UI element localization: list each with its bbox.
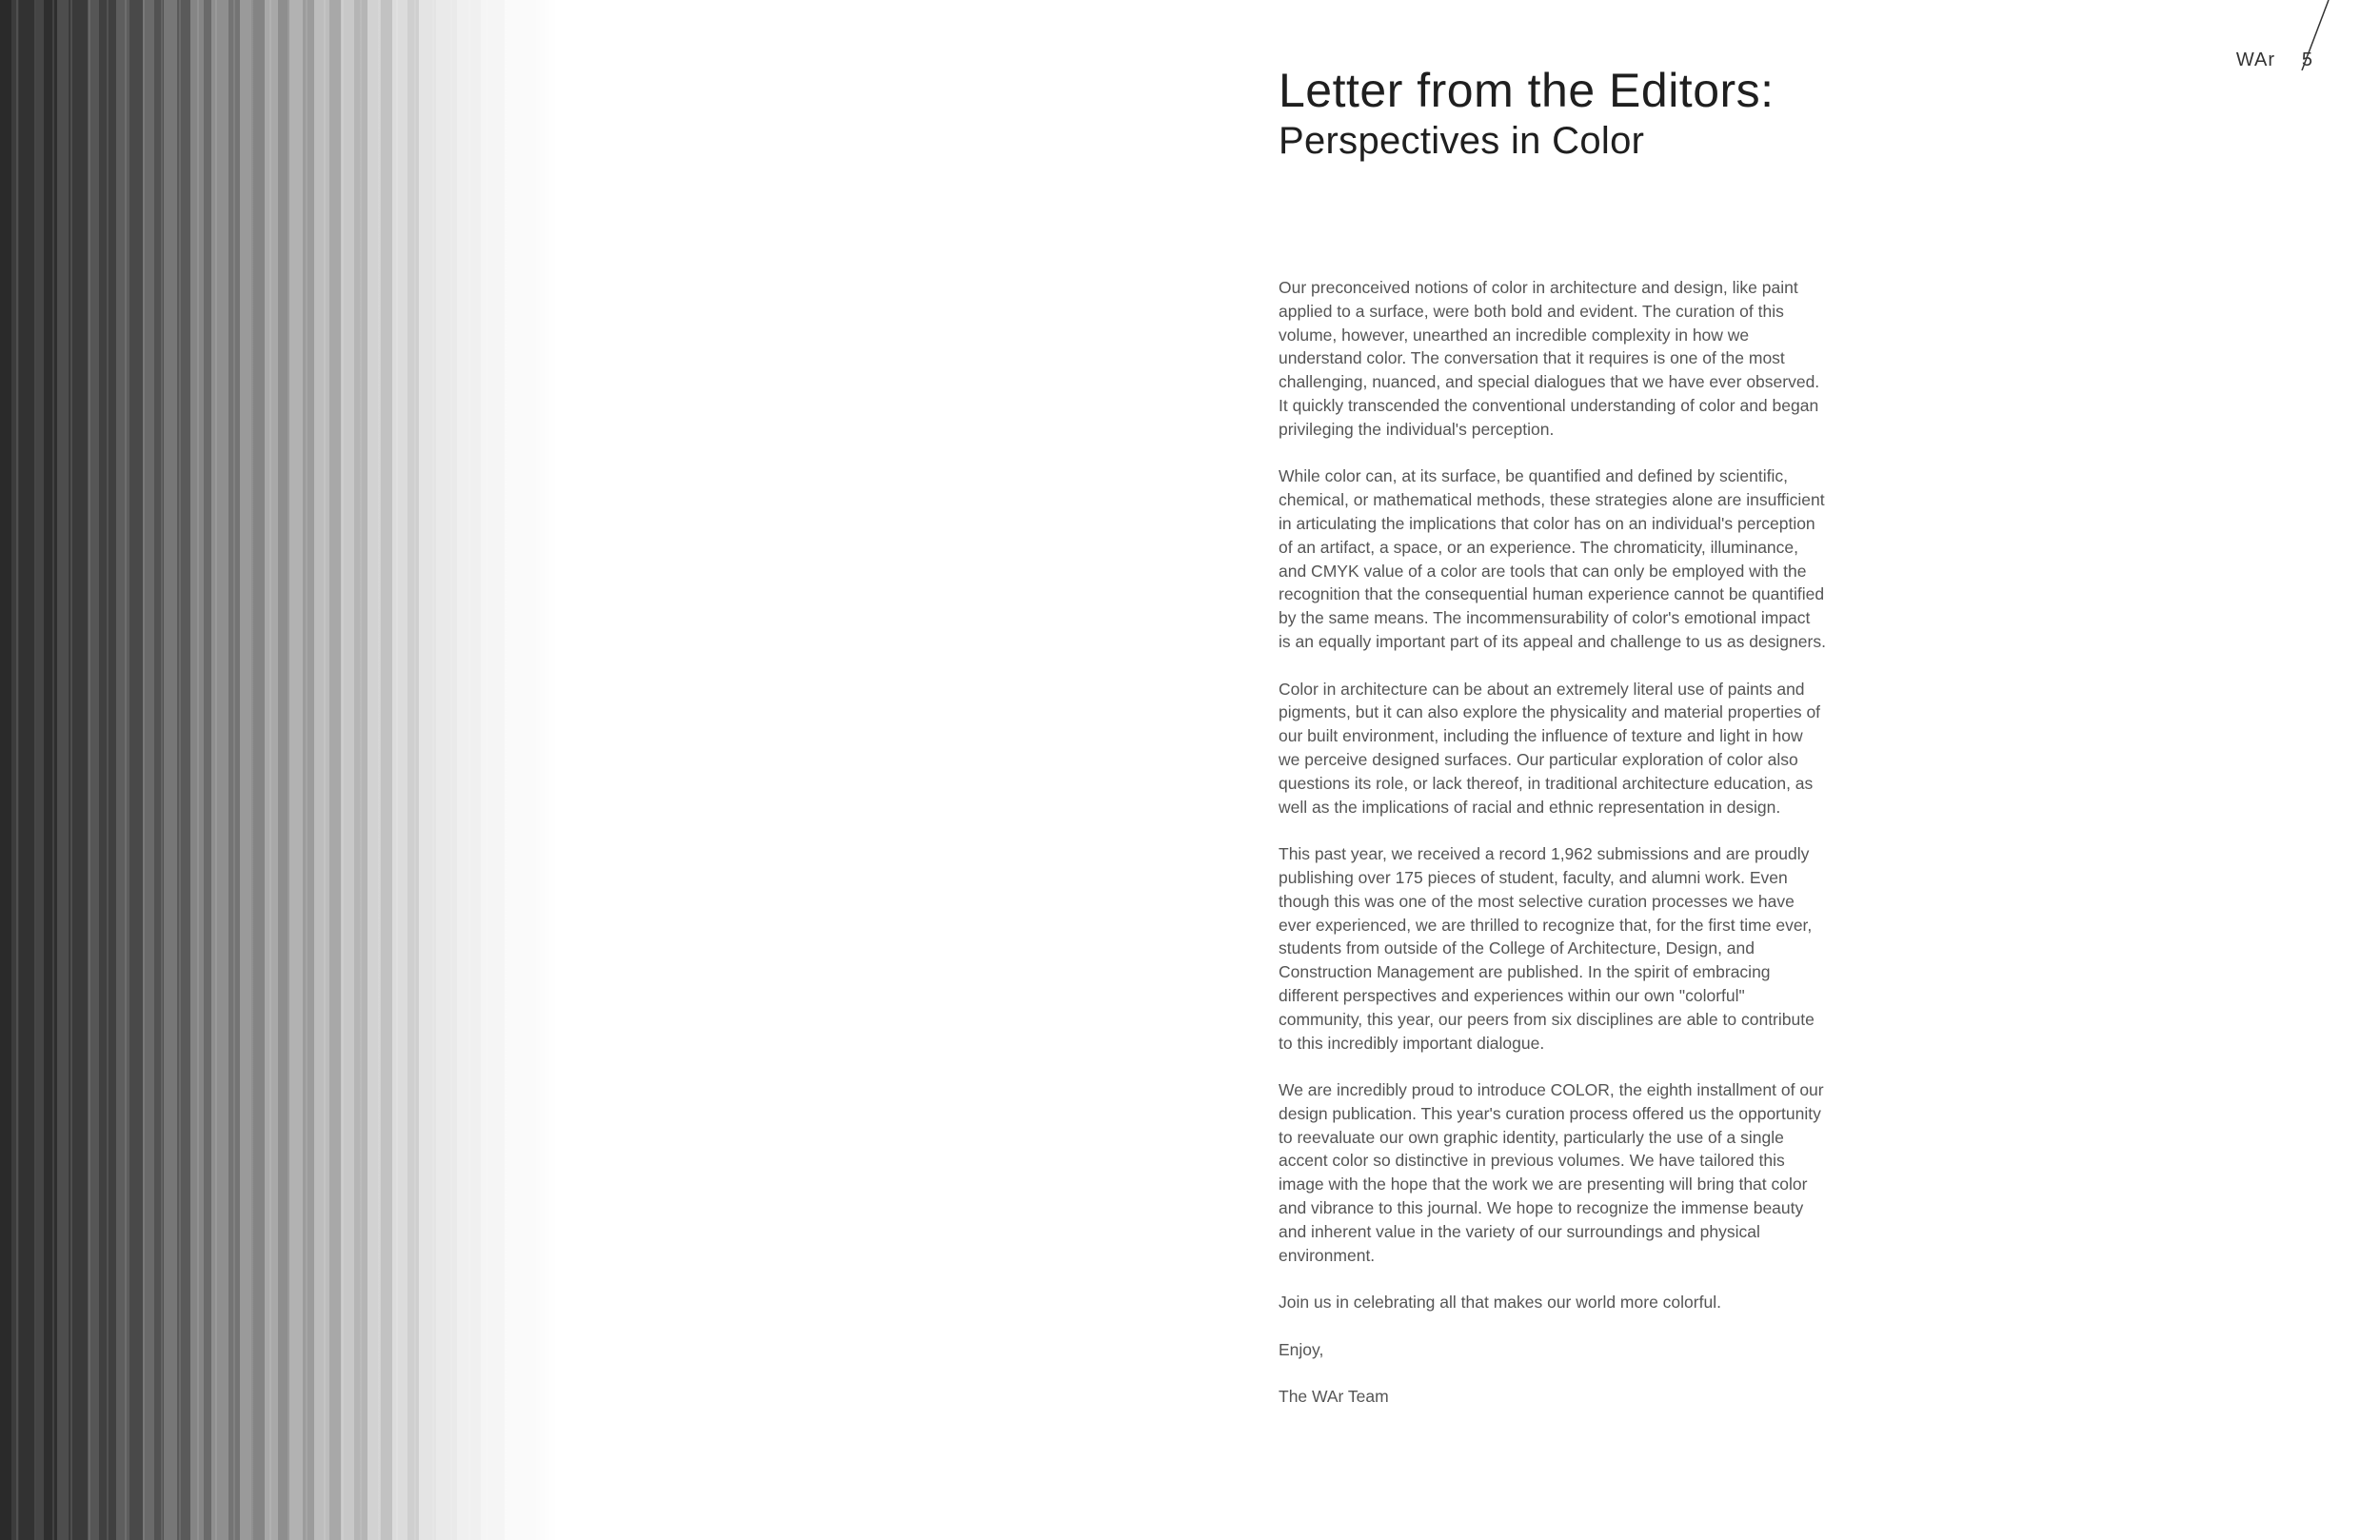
paragraph: Join us in celebrating all that makes our world more colorful. xyxy=(1279,1293,1721,1313)
page-title: Letter from the Editors: xyxy=(1279,64,1775,117)
paragraph: While color can, at its surface, be quantified and defined by scientific, chemical, or mathematical methods, these strategies alone are insufficient in articulating the implications that color has on an individual's perception of an artifact, a space, or an experience. The chromaticity, illuminance, and CMYK value of a color are tools that can only be employed with the recognition that the consequential human experience cannot be quantified by the same means. The incommensurability of color's emotional impact is an equally important part of its appeal and challenge to us as designers. xyxy=(1279,466,1826,651)
stripe-overlay xyxy=(0,0,557,1540)
page-number: 5 xyxy=(2301,49,2313,70)
paragraph: We are incredibly proud to introduce COLOR, the eighth installment of our design publication. This year's curation process offered us the opportunity to reevaluate our own graphic identity, particularly the use of a single accent color so distinctive in previous volumes. We have tailored this image with the hope that the work we are presenting will bring that color and vibrance to this journal. We hope to recognize the immense beauty and inherent value in the variety of our surroundings and physical environment. xyxy=(1279,1080,1824,1265)
signature: The WAr Team xyxy=(1279,1387,1389,1407)
paragraph: This past year, we received a record 1,962 submissions and are proudly publishing over 175 pieces of student, faculty, and alumni work. Even though this was one of the most selective curation processes we have ever experienced, we are thrilled to recognize that, for the first time ever, students from outside of the College of Architecture, Design, and Construction Management are published. In the spirit of embracing different perspectives and experiences within our own "colorful" community, this year, our peers from six disciplines are able to contribute to this incredibly important dialogue. xyxy=(1279,844,1815,1053)
publication-name: WAr xyxy=(2235,49,2275,70)
paragraph: Color in architecture can be about an extremely literal use of paints and pigments, but it can also explore the physicality and material properties of our built environment, including the influence of texture and light in how we perceive designed surfaces. Our particular exploration of color also questions its role, or lack thereof, in traditional architecture education, as well as the implications of racial and ethnic representation in design. xyxy=(1279,679,1821,817)
paragraph: Our preconceived notions of color in architecture and design, like paint applied to a surface, were both bold and evident. The curation of this volume, however, unearthed an incredible complexity in how we understand color. The conversation that it requires is one of the most challenging, nuanced, and special dialogues that we have ever observed. It quickly transcended the conventional understanding of color and began privileging the individual's perception. xyxy=(1279,278,1820,439)
sign-off: Enjoy, xyxy=(1279,1339,1324,1359)
page-subtitle: Perspectives in Color xyxy=(1279,120,1645,162)
title-block xyxy=(1279,63,2135,164)
letter-body xyxy=(1279,276,1826,1432)
